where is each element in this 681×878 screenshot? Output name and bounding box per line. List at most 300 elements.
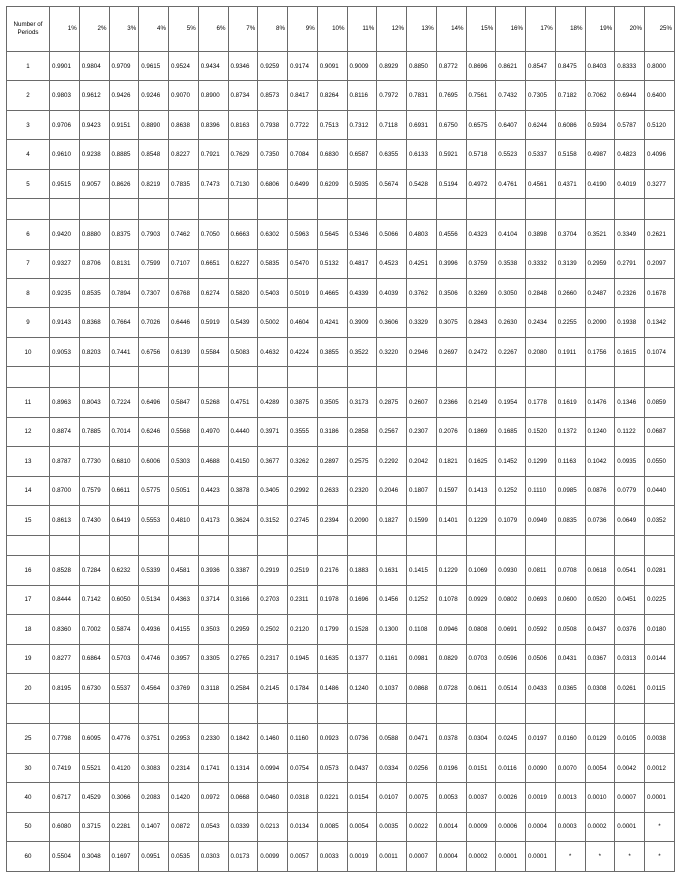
spacer-cell (377, 703, 407, 724)
factor-cell: 0.4423 (198, 476, 228, 505)
rate-header: 6% (198, 7, 228, 52)
factor-cell: 0.1079 (496, 506, 526, 535)
factor-cell: 0.1945 (288, 644, 318, 673)
factor-cell: 0.4339 (347, 279, 377, 308)
table-row (7, 140, 675, 169)
factor-cell: 0.0471 (407, 724, 437, 753)
factor-cell: 0.7561 (466, 81, 496, 110)
factor-cell: 0.2083 (139, 783, 169, 812)
factor-cell: 0.5703 (109, 644, 139, 673)
factor-cell: 0.7305 (526, 81, 556, 110)
factor-cell: 0.3277 (645, 169, 675, 198)
spacer-cell (466, 199, 496, 220)
rate-header: 18% (555, 7, 585, 52)
factor-cell: 0.8417 (288, 81, 318, 110)
factor-cell: 0.0541 (615, 556, 645, 585)
factor-cell: 0.1799 (317, 615, 347, 644)
spacer-cell (228, 199, 258, 220)
factor-cell: 0.6133 (407, 140, 437, 169)
factor-cell: 0.0012 (645, 753, 675, 782)
period-cell: 13 (7, 447, 50, 476)
factor-cell: 0.2311 (288, 585, 318, 614)
factor-cell: 0.9420 (50, 220, 80, 249)
spacer-cell (436, 367, 466, 388)
factor-cell: 0.1240 (585, 417, 615, 446)
factor-cell: 0.0951 (139, 842, 169, 872)
factor-cell: 0.2633 (317, 476, 347, 505)
spacer-cell (436, 703, 466, 724)
factor-cell: 0.1346 (615, 388, 645, 417)
factor-cell: 0.0365 (555, 674, 585, 703)
factor-cell: 0.0946 (436, 615, 466, 644)
factor-cell: 0.6086 (555, 110, 585, 139)
factor-cell: 0.0506 (526, 644, 556, 673)
factor-cell: 0.5346 (347, 220, 377, 249)
factor-cell: 0.0339 (228, 812, 258, 841)
spacer-cell (79, 535, 109, 556)
factor-cell: 0.0600 (555, 585, 585, 614)
factor-cell: 0.0376 (615, 615, 645, 644)
factor-cell: 0.0994 (258, 753, 288, 782)
factor-cell: 0.0437 (585, 615, 615, 644)
factor-cell: 0.7722 (288, 110, 318, 139)
factor-cell: 0.5337 (526, 140, 556, 169)
factor-cell: 0.1635 (317, 644, 347, 673)
spacer-cell (585, 199, 615, 220)
factor-cell: 0.5083 (228, 337, 258, 366)
factor-cell: 0.0693 (526, 585, 556, 614)
spacer-cell (407, 367, 437, 388)
factor-cell: 0.1954 (496, 388, 526, 417)
factor-cell: 0.7118 (377, 110, 407, 139)
period-cell: 4 (7, 140, 50, 169)
factor-cell: 0.4363 (169, 585, 199, 614)
factor-cell: 0.3878 (228, 476, 258, 505)
factor-cell: 0.2502 (258, 615, 288, 644)
factor-cell: 0.3522 (347, 337, 377, 366)
factor-cell: 0.7130 (228, 169, 258, 198)
factor-cell: 0.3759 (466, 249, 496, 278)
factor-cell: 0.0014 (436, 812, 466, 841)
period-cell: 5 (7, 169, 50, 198)
factor-cell: 0.5120 (645, 110, 675, 139)
factor-cell: 0.9053 (50, 337, 80, 366)
period-cell: 11 (7, 388, 50, 417)
period-cell: 1 (7, 52, 50, 81)
factor-cell: 0.0611 (466, 674, 496, 703)
factor-cell: 0.1229 (466, 506, 496, 535)
spacer-cell (228, 703, 258, 724)
factor-cell: 0.5303 (169, 447, 199, 476)
factor-cell: 0.3269 (466, 279, 496, 308)
factor-cell: 0.4746 (139, 644, 169, 673)
spacer-cell (615, 703, 645, 724)
factor-cell: 0.0213 (258, 812, 288, 841)
factor-cell: 0.6810 (109, 447, 139, 476)
factor-cell: 0.0107 (377, 783, 407, 812)
factor-cell: 0.6651 (198, 249, 228, 278)
spacer-cell (526, 367, 556, 388)
factor-cell: 0.4019 (615, 169, 645, 198)
spacer-cell (496, 535, 526, 556)
factor-cell: 0.0001 (615, 812, 645, 841)
factor-cell: 0.1678 (645, 279, 675, 308)
spacer-cell (139, 199, 169, 220)
factor-cell: 0.6756 (139, 337, 169, 366)
factor-cell: 0.7972 (377, 81, 407, 110)
factor-cell: 0.7903 (139, 220, 169, 249)
spacer-cell (645, 367, 675, 388)
table-row (7, 506, 675, 535)
factor-cell: 0.1401 (436, 506, 466, 535)
factor-cell: 0.7224 (109, 388, 139, 417)
table-row (7, 556, 675, 585)
factor-cell: 0.5504 (50, 842, 80, 872)
factor-cell: 0.9070 (169, 81, 199, 110)
factor-cell: 0.1108 (407, 615, 437, 644)
factor-cell: 0.5584 (198, 337, 228, 366)
period-cell: 15 (7, 506, 50, 535)
factor-cell: 0.0550 (645, 447, 675, 476)
factor-cell: 0.0281 (645, 556, 675, 585)
factor-cell: 0.3555 (288, 417, 318, 446)
factor-cell: 0.6050 (109, 585, 139, 614)
factor-cell: 0.3677 (258, 447, 288, 476)
factor-cell: 0.2697 (436, 337, 466, 366)
factor-cell: 0.1377 (347, 644, 377, 673)
period-cell: 2 (7, 81, 50, 110)
factor-cell: 0.0011 (377, 842, 407, 872)
rate-header: 17% (526, 7, 556, 52)
factor-cell: 0.3305 (198, 644, 228, 673)
factor-cell: 0.2080 (526, 337, 556, 366)
factor-cell: 0.8548 (139, 140, 169, 169)
factor-cell: 0.7629 (228, 140, 258, 169)
factor-cell: 0.2745 (288, 506, 318, 535)
spacer-cell (347, 535, 377, 556)
factor-cell: 0.0514 (496, 674, 526, 703)
period-cell: 17 (7, 585, 50, 614)
spacer-cell (79, 703, 109, 724)
factor-cell: 0.6006 (139, 447, 169, 476)
rate-header: 19% (585, 7, 615, 52)
factor-cell: 0.8528 (50, 556, 80, 585)
factor-cell: 0.0085 (317, 812, 347, 841)
factor-cell: 0.6244 (526, 110, 556, 139)
factor-cell: 0.6446 (169, 308, 199, 337)
factor-cell: 0.8195 (50, 674, 80, 703)
factor-cell: 0.9434 (198, 52, 228, 81)
spacer-cell (169, 199, 199, 220)
factor-cell: 0.1229 (436, 556, 466, 585)
factor-cell: 0.3405 (258, 476, 288, 505)
factor-cell: 0.2843 (466, 308, 496, 337)
period-cell: 60 (7, 842, 50, 872)
factor-cell: 0.0687 (645, 417, 675, 446)
factor-cell: 0.9151 (109, 110, 139, 139)
factor-cell: 0.0596 (496, 644, 526, 673)
factor-cell: 0.4371 (555, 169, 585, 198)
spacer-cell (258, 703, 288, 724)
factor-cell: 0.4323 (466, 220, 496, 249)
factor-cell: 0.0304 (466, 724, 496, 753)
factor-cell: 0.0197 (526, 724, 556, 753)
period-cell: 14 (7, 476, 50, 505)
table-row (7, 81, 675, 110)
factor-cell: 0.1078 (436, 585, 466, 614)
factor-cell: 0.9009 (347, 52, 377, 81)
factor-cell: 0.2330 (198, 724, 228, 753)
factor-cell: 0.5553 (139, 506, 169, 535)
factor-cell: 0.1528 (347, 615, 377, 644)
factor-cell: 0.4751 (228, 388, 258, 417)
factor-cell: 0.4150 (228, 447, 258, 476)
factor-cell: 0.0009 (466, 812, 496, 841)
factor-cell: 0.9143 (50, 308, 80, 337)
spacer-cell (555, 199, 585, 220)
rate-header: 2% (79, 7, 109, 52)
factor-cell: 0.0007 (407, 842, 437, 872)
factor-cell: 0.1163 (555, 447, 585, 476)
factor-cell: 0.5645 (317, 220, 347, 249)
factor-cell: 0.1476 (585, 388, 615, 417)
factor-cell: 0.7430 (79, 506, 109, 535)
factor-cell: 0.8706 (79, 249, 109, 278)
factor-cell: 0.3332 (526, 249, 556, 278)
factor-cell: 0.7026 (139, 308, 169, 337)
period-cell: 25 (7, 724, 50, 753)
factor-cell: 0.0691 (496, 615, 526, 644)
factor-cell: 0.8613 (50, 506, 80, 535)
factor-cell: 0.8277 (50, 644, 80, 673)
factor-cell: 0.8890 (139, 110, 169, 139)
factor-cell: 0.1821 (436, 447, 466, 476)
factor-cell: 0.2176 (317, 556, 347, 585)
factor-cell: 0.9524 (169, 52, 199, 81)
factor-cell: 0.0868 (407, 674, 437, 703)
table-row (7, 249, 675, 278)
factor-cell: 0.7284 (79, 556, 109, 585)
period-cell: 6 (7, 220, 50, 249)
factor-cell: 0.8203 (79, 337, 109, 366)
factor-cell: 0.5439 (228, 308, 258, 337)
factor-cell: 0.5963 (288, 220, 318, 249)
factor-cell: 0.8787 (50, 447, 80, 476)
period-cell: 40 (7, 783, 50, 812)
spacer-cell (466, 535, 496, 556)
spacer-cell (198, 703, 228, 724)
factor-cell: 0.7142 (79, 585, 109, 614)
table-row (7, 337, 675, 366)
factor-cell: 0.3503 (198, 615, 228, 644)
spacer-cell (317, 703, 347, 724)
factor-cell: 0.4289 (258, 388, 288, 417)
table-row (7, 220, 675, 249)
factor-cell: 0.2042 (407, 447, 437, 476)
factor-cell: 0.2959 (228, 615, 258, 644)
spacer-cell (228, 367, 258, 388)
spacer-cell (407, 199, 437, 220)
factor-cell: 0.0649 (615, 506, 645, 535)
factor-cell: 0.6400 (645, 81, 675, 110)
factor-cell: 0.2765 (228, 644, 258, 673)
spacer-cell (615, 535, 645, 556)
factor-cell: 0.2660 (555, 279, 585, 308)
factor-cell: 0.1978 (317, 585, 347, 614)
rate-header: 13% (407, 7, 437, 52)
factor-cell: 0.4970 (198, 417, 228, 446)
factor-cell: 0.0013 (555, 783, 585, 812)
spacer-cell (288, 367, 318, 388)
factor-cell: 0.2519 (288, 556, 318, 585)
factor-cell: 0.5002 (258, 308, 288, 337)
factor-cell: 0.4987 (585, 140, 615, 169)
factor-cell: 0.0802 (496, 585, 526, 614)
factor-cell: 0.7107 (169, 249, 199, 278)
factor-cell: 0.1685 (496, 417, 526, 446)
factor-cell: 0.0116 (496, 753, 526, 782)
factor-cell: 0.7432 (496, 81, 526, 110)
group-spacer-row (7, 199, 675, 220)
factor-cell: 0.4523 (377, 249, 407, 278)
factor-cell: 0.3971 (258, 417, 288, 446)
factor-cell: 0.2434 (526, 308, 556, 337)
factor-cell: 0.2703 (258, 585, 288, 614)
spacer-cell (615, 367, 645, 388)
factor-cell: 0.0859 (645, 388, 675, 417)
factor-cell: 0.8929 (377, 52, 407, 81)
factor-cell: 0.8333 (615, 52, 645, 81)
factor-cell: 0.1520 (526, 417, 556, 446)
period-cell: 12 (7, 417, 50, 446)
table-row (7, 52, 675, 81)
rate-header: 14% (436, 7, 466, 52)
factor-cell: 0.3349 (615, 220, 645, 249)
spacer-cell (288, 703, 318, 724)
factor-cell: 0.8116 (347, 81, 377, 110)
spacer-cell (496, 367, 526, 388)
factor-cell: 0.1042 (585, 447, 615, 476)
factor-cell: 0.0437 (347, 753, 377, 782)
factor-cell: 0.9901 (50, 52, 80, 81)
factor-cell: 0.8573 (258, 81, 288, 110)
factor-cell: 0.3186 (317, 417, 347, 446)
rate-header: 10% (317, 7, 347, 52)
group-spacer-row (7, 535, 675, 556)
spacer-cell (139, 703, 169, 724)
factor-cell: 0.9803 (50, 81, 80, 110)
table-row (7, 615, 675, 644)
factor-cell: 0.2946 (407, 337, 437, 366)
factor-cell: 0.1037 (377, 674, 407, 703)
factor-cell: 0.4556 (436, 220, 466, 249)
factor-cell: 0.0054 (585, 753, 615, 782)
factor-cell: 0.7473 (198, 169, 228, 198)
factor-cell: 0.5787 (615, 110, 645, 139)
factor-cell: * (615, 842, 645, 872)
factor-cell: 0.4936 (139, 615, 169, 644)
rate-header: 16% (496, 7, 526, 52)
factor-cell: 0.0180 (645, 615, 675, 644)
factor-cell: 0.2992 (288, 476, 318, 505)
table-row (7, 842, 675, 872)
factor-cell: 0.4581 (169, 556, 199, 585)
factor-cell: 0.4817 (347, 249, 377, 278)
factor-cell: 0.7798 (50, 724, 80, 753)
factor-cell: 0.0592 (526, 615, 556, 644)
spacer-cell (109, 535, 139, 556)
factor-cell: 0.9246 (139, 81, 169, 110)
factor-cell: 0.8264 (317, 81, 347, 110)
factor-cell: 0.0019 (347, 842, 377, 872)
factor-cell: 0.2046 (377, 476, 407, 505)
spacer-cell (50, 199, 80, 220)
factor-cell: 0.2575 (347, 447, 377, 476)
factor-cell: 0.2317 (258, 644, 288, 673)
factor-cell: 0.7921 (198, 140, 228, 169)
factor-cell: 0.7441 (109, 337, 139, 366)
factor-cell: 0.0245 (496, 724, 526, 753)
spacer-cell (407, 535, 437, 556)
factor-cell: 0.6080 (50, 812, 80, 841)
factor-cell: 0.8900 (198, 81, 228, 110)
factor-cell: 0.8000 (645, 52, 675, 81)
factor-cell: 0.6095 (79, 724, 109, 753)
periods-header: Number of Periods (7, 7, 50, 52)
factor-cell: 0.6274 (198, 279, 228, 308)
factor-cell: 0.1756 (585, 337, 615, 366)
factor-cell: 0.1415 (407, 556, 437, 585)
spacer-cell (7, 199, 50, 220)
factor-cell: 0.0835 (555, 506, 585, 535)
factor-cell: 0.0981 (407, 644, 437, 673)
factor-cell: 0.7730 (79, 447, 109, 476)
factor-cell: 0.1299 (526, 447, 556, 476)
factor-cell: 0.0173 (228, 842, 258, 872)
factor-cell: 0.3048 (79, 842, 109, 872)
factor-cell: 0.0105 (615, 724, 645, 753)
factor-cell: 0.8547 (526, 52, 556, 81)
factor-cell: 0.5523 (496, 140, 526, 169)
factor-cell: 0.6302 (258, 220, 288, 249)
factor-cell: 0.2149 (466, 388, 496, 417)
factor-cell: 0.5019 (288, 279, 318, 308)
factor-cell: 0.1420 (169, 783, 199, 812)
factor-cell: 0.8696 (466, 52, 496, 81)
group-spacer-row (7, 703, 675, 724)
factor-cell: 0.6750 (436, 110, 466, 139)
factor-cell: 0.6499 (288, 169, 318, 198)
factor-cell: 0.8131 (109, 249, 139, 278)
factor-cell: 0.0535 (169, 842, 199, 872)
factor-cell: 0.9615 (139, 52, 169, 81)
factor-cell: 0.1625 (466, 447, 496, 476)
factor-cell: 0.0160 (555, 724, 585, 753)
factor-cell: 0.6730 (79, 674, 109, 703)
factor-cell: 0.0779 (615, 476, 645, 505)
period-cell: 9 (7, 308, 50, 337)
spacer-cell (169, 535, 199, 556)
factor-cell: 0.2472 (466, 337, 496, 366)
spacer-cell (526, 535, 556, 556)
factor-cell: 0.0090 (526, 753, 556, 782)
factor-cell: 0.0451 (615, 585, 645, 614)
factor-cell: 0.3898 (526, 220, 556, 249)
factor-cell: 0.1619 (555, 388, 585, 417)
factor-cell: 0.5921 (436, 140, 466, 169)
present-value-table (6, 6, 675, 872)
factor-cell: 0.7695 (436, 81, 466, 110)
